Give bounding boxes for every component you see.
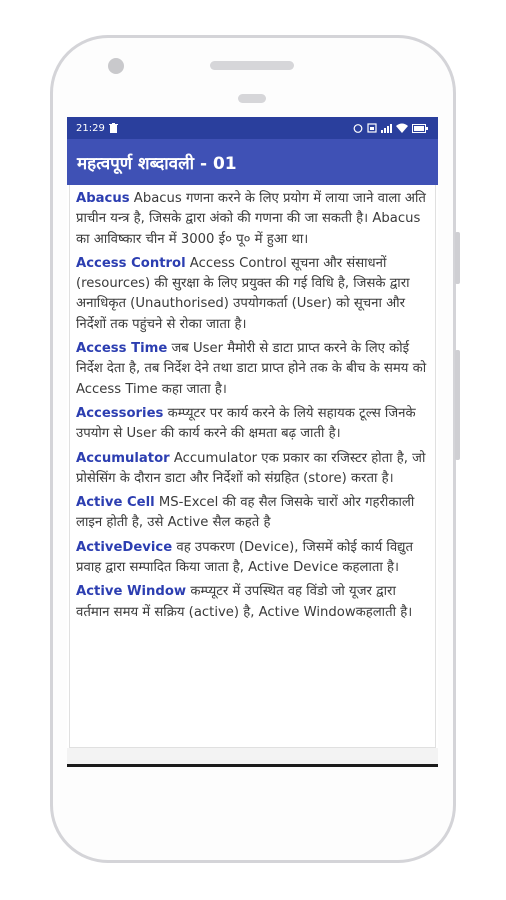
term-label[interactable]: ActiveDevice — [76, 539, 173, 555]
wifi-icon — [396, 123, 408, 133]
glossary-entry-active-cell — [76, 493, 429, 534]
glossary-entry-accessories — [76, 404, 429, 445]
term-description: वह उपकरण (Device), जिसमें कोई कार्य विद्युत प्रवाह द्वारा सम्पादित किया जाता है, Active Device कहलाता है। — [76, 539, 413, 576]
glossary-entry-abacus — [76, 189, 429, 250]
signal-icon — [381, 123, 392, 133]
term-description: Accumulator एक प्रकार का रजिस्टर होता है, जो प्रोसेसिंग के दौरान डाटा और निर्देशों को संग्रहित (store) करता है। — [76, 450, 426, 486]
status-bar — [67, 117, 438, 139]
term-label[interactable]: Active Window — [76, 584, 187, 600]
volume-button — [455, 232, 460, 284]
app-bar — [67, 139, 438, 185]
camera-icon — [108, 58, 124, 74]
term-description: Abacus गणना करने के लिए प्रयोग में लाया जाने वाला अति प्राचीन यन्त्र है, जिसके द्वारा अंको की गणना की जा सकती है। Abacus का आविष्कार चीन में 3000 ई० पू० में हुआ था। — [76, 191, 426, 247]
alarm-icon — [353, 123, 363, 133]
glossary-entry-accumulator — [76, 449, 429, 490]
term-description: कम्प्यूटर पर कार्य करने के लिये सहायक टूल्स जिनके उपयोग से User की कार्य करने की क्षमता बढ़ जाती है। — [76, 405, 416, 442]
glossary-entry-access-time — [76, 339, 429, 400]
term-label[interactable]: Abacus — [76, 191, 130, 206]
term-label[interactable]: Access Control — [76, 255, 186, 271]
page-title: महत्वपूर्ण शब्दावली - 01 — [77, 153, 237, 174]
term-description: MS-Excel की वह सैल जिसके चारों ओर गहरीकाली लाइन होती है, उसे Active सैल कहते है — [76, 495, 415, 531]
term-label[interactable]: Active Cell — [76, 495, 155, 511]
term-description: कम्प्यूटर में उपस्थित वह विंडो जो यूजर द्वारा वर्तमान समय में सक्रिय (active) है, Active Windowकहलाती है। — [76, 584, 413, 620]
glossary-entry-access-control — [76, 254, 429, 335]
term-label[interactable]: Access Time — [76, 341, 168, 357]
term-description: Access Control सूचना और संसाधनों (resources) की सुरक्षा के लिए प्रयुक्त की गई विधि है, जिसके द्वारा अनाधिकृत (Unauthorised) उपयोगकर्ता (User) को सूचना और निर्देशों तक पहुंचने से रोका जाता है। — [76, 255, 410, 332]
term-description: जब User मैमोरी से डाटा प्राप्त करने के लिए कोई निर्देश देता है, तब निर्देश देने तथा डाटा प्राप्त होने तक के बीच के समय को Access Time कहा जाता है। — [76, 341, 427, 397]
term-label[interactable]: Accessories — [76, 405, 164, 421]
term-label[interactable]: Accumulator — [76, 450, 170, 466]
bottom-strip — [67, 748, 438, 764]
power-button — [455, 350, 460, 460]
glossary-list — [69, 185, 436, 748]
glossary-entry-active-window — [76, 582, 429, 623]
sim-icon — [367, 123, 377, 133]
status-time: 21:29 — [76, 122, 105, 134]
glossary-entry-active-device — [76, 538, 429, 579]
trash-icon — [109, 123, 118, 133]
speaker-grille — [210, 61, 294, 70]
proximity-sensor — [238, 94, 266, 103]
battery-icon — [412, 124, 428, 133]
app-screen — [67, 117, 438, 767]
